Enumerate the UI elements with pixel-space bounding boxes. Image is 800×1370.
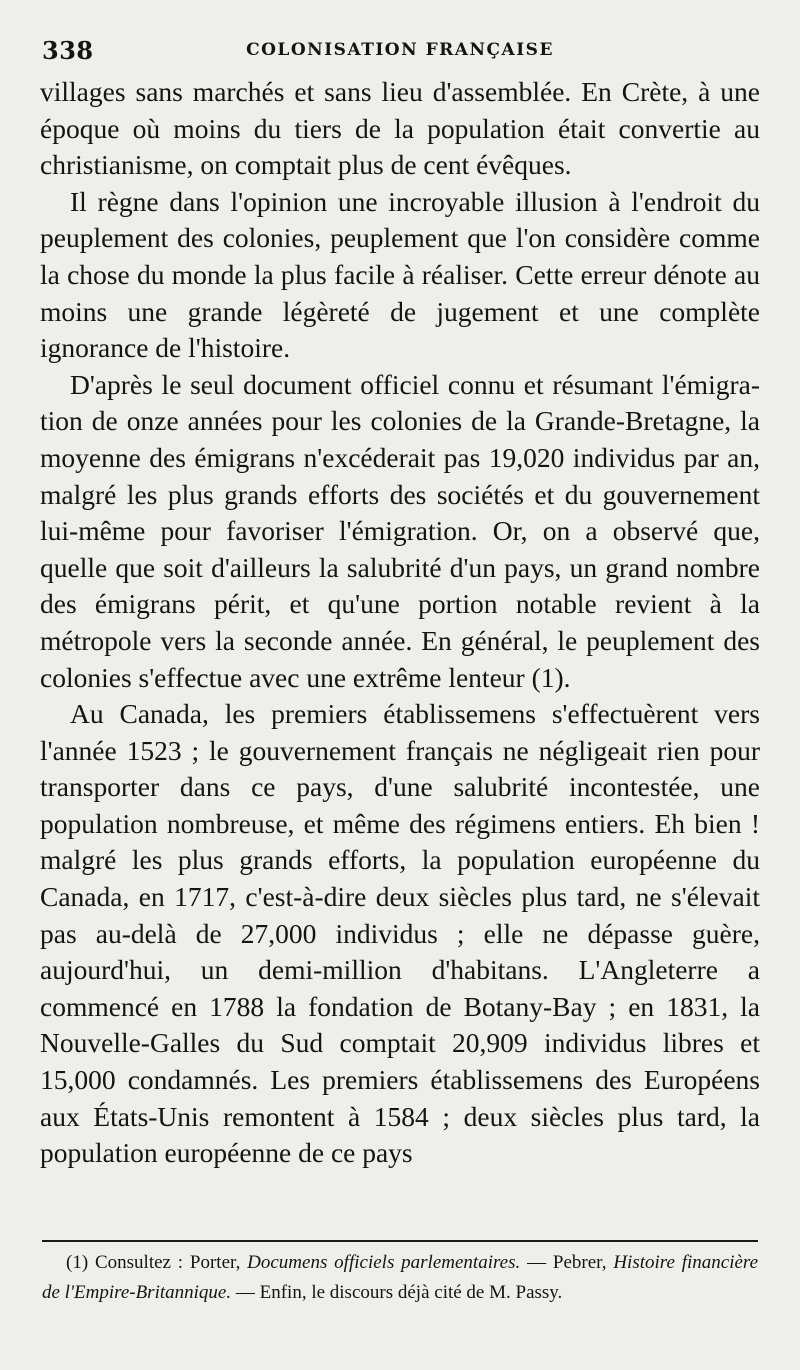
footnote — [42, 1248, 758, 1308]
page-header — [42, 36, 758, 66]
paragraph-2: Il règne dans l'opinion une incroyable illusion à l'endroit du peuplement des colonies, peuplement que l'on considère comme la chose du monde la plus facile à réaliser. Cette erreur dénote au moins une grande légèreté de jugement et une complète ignorance de l'histoire. — [40, 185, 760, 364]
paragraph-4: Au Canada, les premiers établissemens s'effectuèrent vers l'année 1523 ; le gouvernement français ne négligeait rien pour transporter dans ce pays, d'une salubrité incontestée, une population nombreuse, et même des régimens entiers. Eh bien ! malgré les plus grands efforts, la population européenne du Canada, en 1717, c'est-à-dire deux siècles plus tard, ne s'élevait pas au-delà de 27,000 individus ; elle ne dépasse guère, aujourd'hui, un demi-million d'habitans. L'Angleterre a commencé en 1788 la fondation de Botany-Bay ; en 1831, la Nouvelle-Galles du Sud comptait 20,909 individus libres et 15,000 condamnés. Les premiers établissemens des Européens aux États-Unis remontent à 1584 ; deux siècles plus tard, la population européenne de ce pays — [40, 698, 760, 1169]
footnote-divider — [42, 1240, 758, 1242]
page-number: 338 — [42, 36, 94, 65]
paragraph-1: villages sans marchés et sans lieu d'assemblée. En Crète, à une époque où moins du tiers de la population était convertie au christianisme, on comptait plus de cent évêques. — [40, 76, 760, 181]
footnote-text-1: Consultez : Porter, — [94, 1252, 241, 1273]
footnote-title-2: Histoire financière de l'Empire-Britannique. — [42, 1252, 759, 1303]
paragraph-3: D'après le seul document officiel connu et résumant l'émigration de onze années pour les colonies de la Grande-Bretagne, la moyenne des émigrans n'excéderait pas 19,020 individus par an, malgré les plus grands efforts des sociétés et du gouvernement lui-même pour favoriser l'émigration. Or, on a observé que, quelle que soit d'ailleurs la salubrité d'un pays, un grand nombre des émigrans périt, et qu'une portion notable revient à la métropole vers la seconde année. En général, le peuplement des colonies s'effectue avec une extrême lenteur (1). — [40, 368, 760, 693]
running-title: COLONISATION FRANÇAISE — [246, 40, 554, 60]
body-text — [40, 74, 760, 1172]
footnote-title-1: Documens officiels parlementaires. — [247, 1252, 521, 1273]
footnote-marker: (1) — [66, 1252, 89, 1273]
footnote-text-2: — Pebrer, — [527, 1252, 607, 1273]
footnote-text-3: — Enfin, le discours déjà cité de M. Passy. — [235, 1282, 563, 1303]
